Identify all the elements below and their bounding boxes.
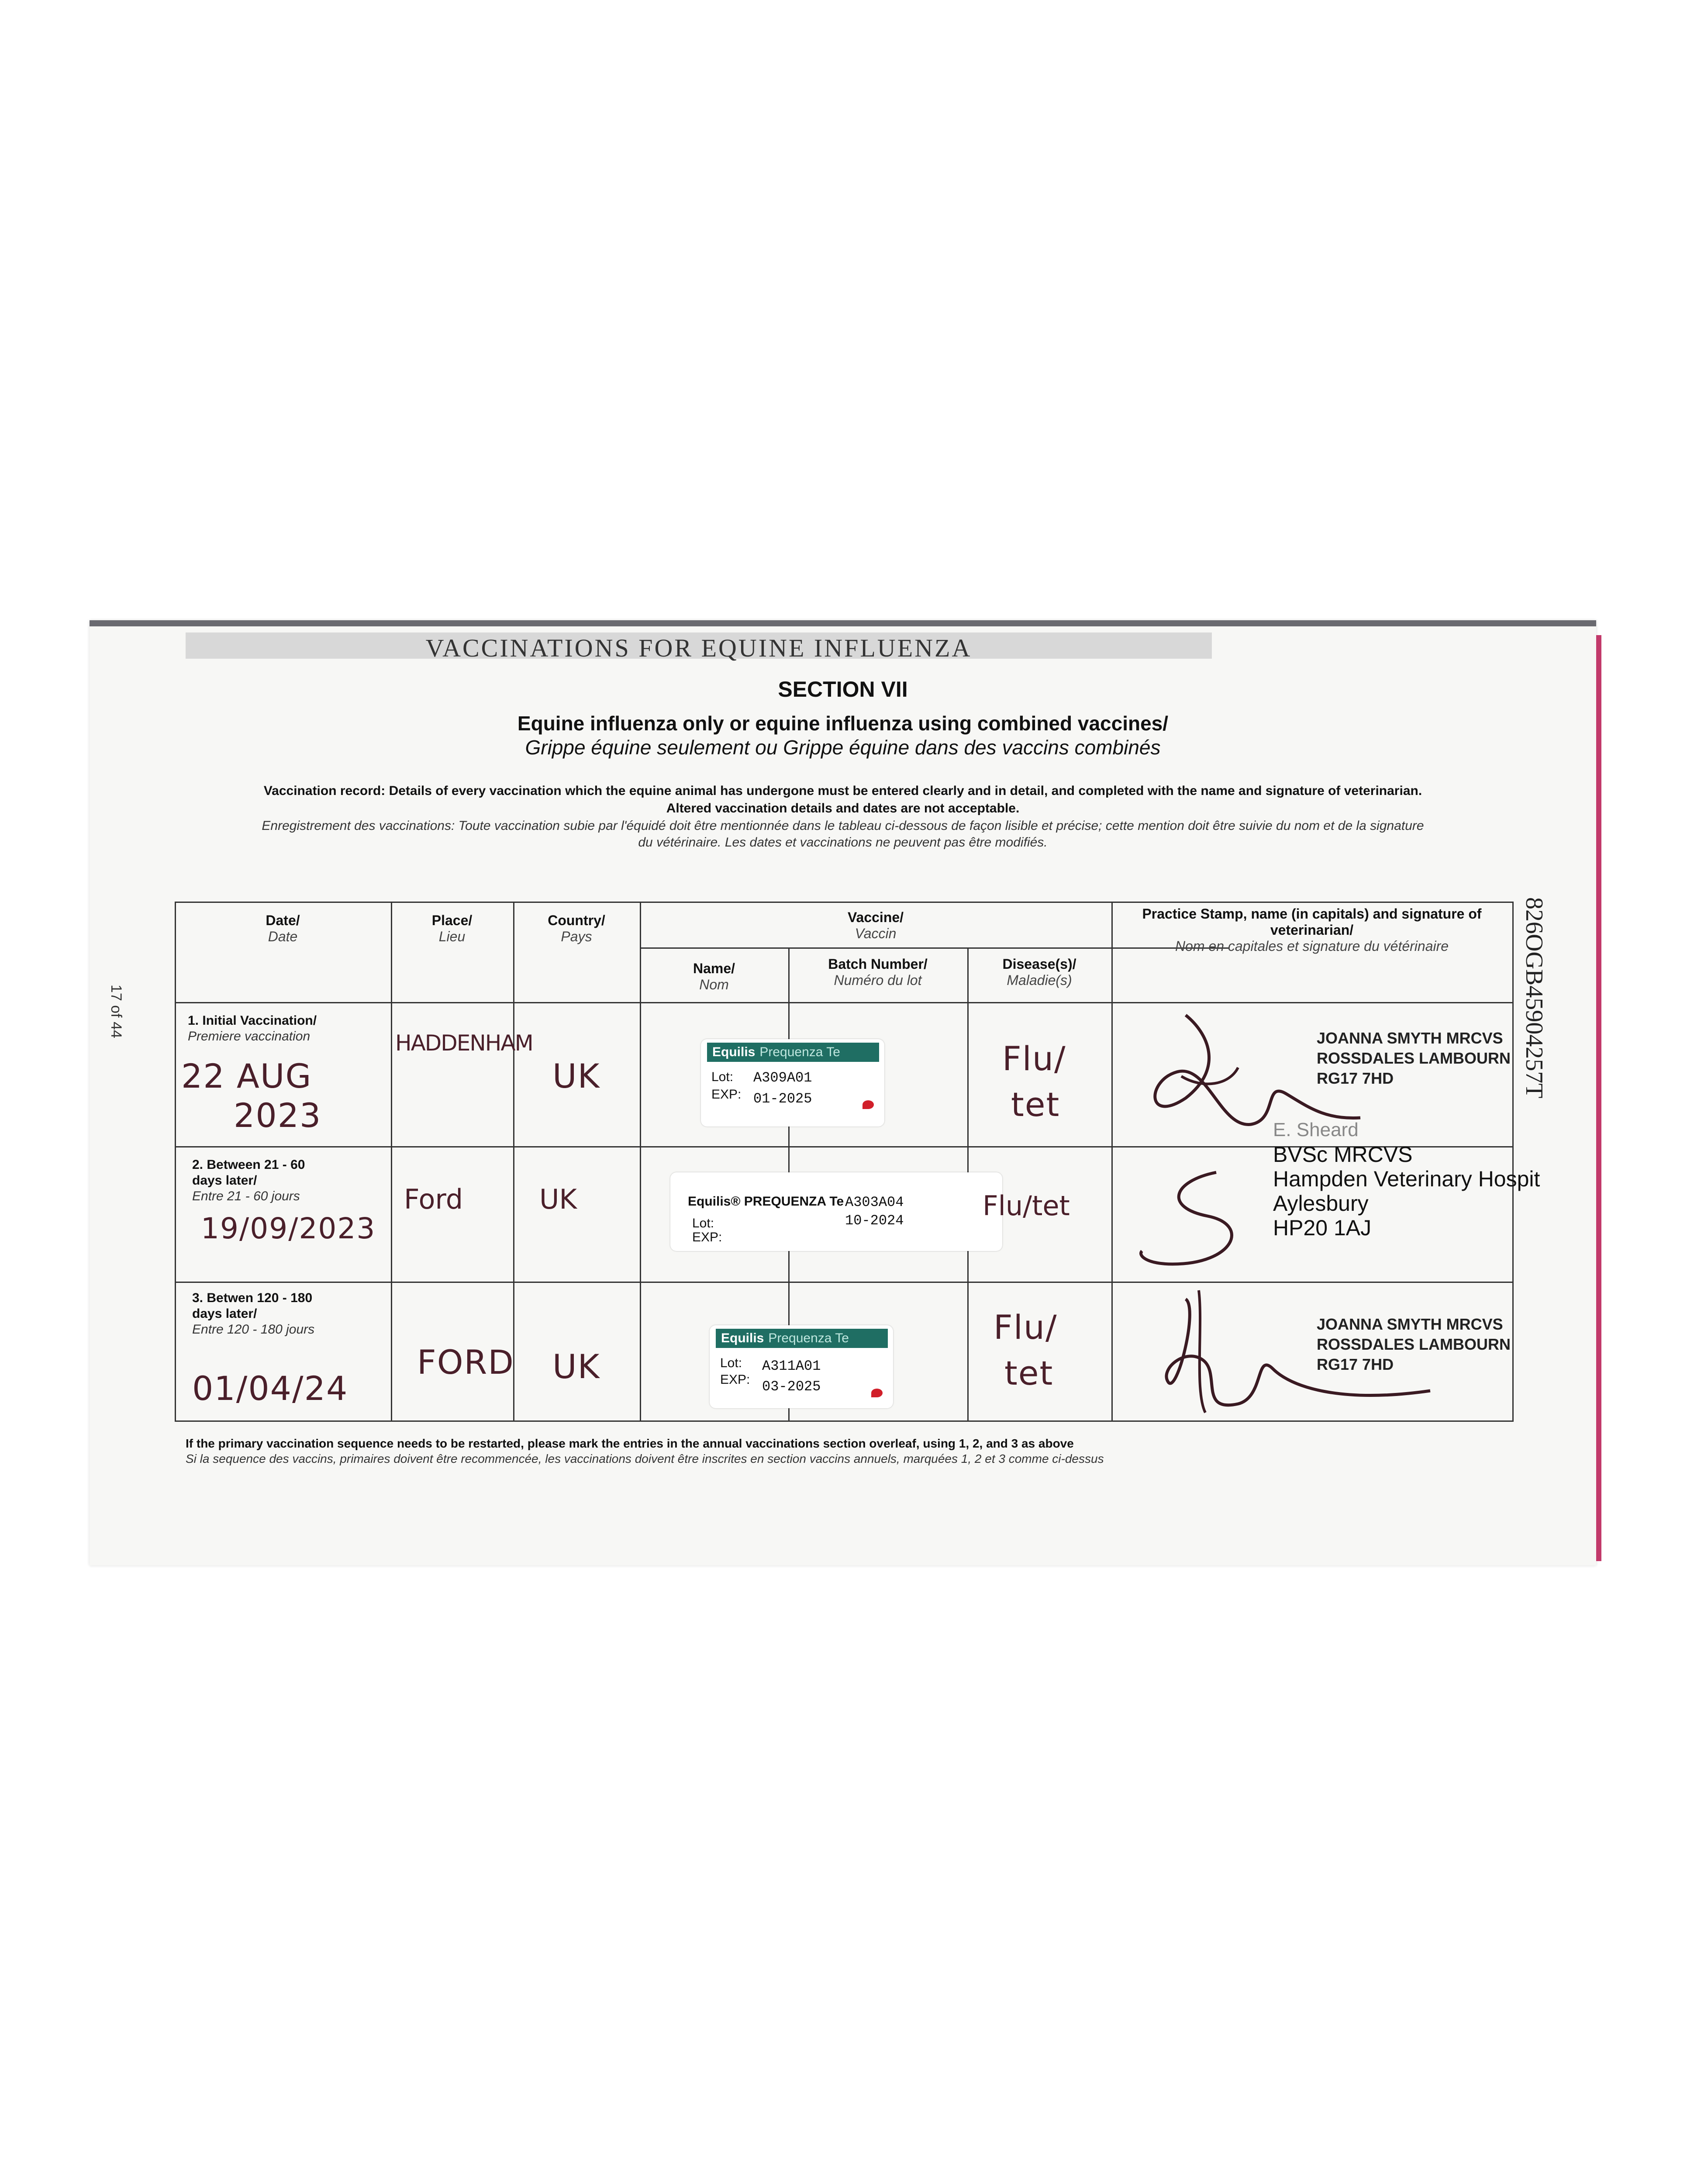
row1-disease: Flu/: [1002, 1039, 1066, 1078]
row1-disease-2: tet: [1011, 1085, 1060, 1124]
row3-expiry: 03-2025: [762, 1379, 821, 1395]
row1-expiry: 01-2025: [753, 1091, 812, 1107]
row1-place: HADDENHAM: [395, 1030, 533, 1056]
row2-date: 19/09/2023: [201, 1212, 376, 1245]
row1-lot-label: Lot:: [711, 1070, 734, 1084]
passport-page: [90, 620, 1596, 1565]
row3-lot-label: Lot:: [720, 1356, 742, 1370]
header-country: Country/ Pays: [548, 912, 605, 944]
row2-vaccine-sticker: [670, 1172, 1002, 1251]
header-batch-number: Batch Number/ Numéro du lot: [828, 956, 928, 988]
row-label-120-180: 3. Betwen 120 - 180 days later/ Entre 120 - 180 jours: [192, 1291, 315, 1337]
row3-practice-stamp: JOANNA SMYTH MRCVS ROSSDALES LAMBOURN RG17 7HD: [1317, 1315, 1511, 1373]
row3-disease: Flu/: [994, 1308, 1058, 1347]
row3-exp-label: EXP:: [720, 1372, 750, 1387]
row3-country: UK: [552, 1347, 600, 1386]
footer-note-en: If the primary vaccination sequence needs to be restarted, please mark the entries in the annual vaccinations section overleaf, using 1, 2, and 3 as above: [186, 1437, 1074, 1450]
header-practice-stamp: Practice Stamp, name (in capitals) and signature of veterinarian/ Nom en capitales et signature du vétérinaire: [1142, 906, 1482, 954]
row2-country: UK: [539, 1183, 577, 1215]
row3-vaccine-sticker: [710, 1325, 893, 1408]
subtitle-fr: Grippe équine seulement ou Grippe équine dans des vaccins combinés: [525, 736, 1161, 759]
row2-sticker-brand: Equilis® PREQUENZA Te: [688, 1194, 844, 1209]
row-label-21-60: 2. Between 21 - 60 days later/ Entre 21 - 60 jours: [192, 1158, 305, 1203]
row3-batch-number: A311A01: [762, 1358, 821, 1374]
row1-sticker-brand: Equilis Prequenza Te: [707, 1043, 879, 1062]
record-note-en-2: Altered vaccination details and dates are not acceptable.: [666, 801, 1020, 816]
row1-exp-label: EXP:: [711, 1087, 742, 1102]
row1-country: UK: [552, 1057, 600, 1095]
row2-place: Ford: [404, 1183, 463, 1215]
row2-expiry: 10-2024: [845, 1213, 904, 1229]
header-date: Date/ Date: [266, 912, 300, 944]
row1-vaccine-sticker: [701, 1039, 884, 1127]
row2-batch-number: A303A04: [845, 1194, 904, 1210]
sticker-mark-3: [871, 1389, 883, 1397]
row1-practice-stamp: JOANNA SMYTH MRCVS ROSSDALES LAMBOURN RG17 7HD: [1317, 1029, 1511, 1087]
banner-title: VACCINATIONS FOR EQUINE INFLUENZA: [425, 634, 972, 662]
header-disease: Disease(s)/ Maladie(s): [1002, 956, 1076, 988]
subtitle-en: Equine influenza only or equine influenza using combined vaccines/: [517, 712, 1169, 735]
row2-exp-label: EXP:: [692, 1230, 722, 1244]
section-title: SECTION VII: [778, 677, 908, 702]
row3-date: 01/04/24: [192, 1369, 348, 1408]
row3-place: FORD: [417, 1343, 514, 1382]
record-note-fr: Enregistrement des vaccinations: Toute vaccination subie par l'équidé doit être mentionnée dans le tableau ci-dessous de façon lisible et précise; cette mention doit être suivie du nom et de la signature: [262, 819, 1424, 833]
sticker-mark: [862, 1100, 874, 1109]
row3-sticker-brand: Equilis Prequenza Te: [716, 1329, 888, 1348]
header-place: Place/ Lieu: [431, 912, 473, 944]
serial-number: 826OGB45904257T: [1521, 897, 1548, 1099]
section-banner: [186, 632, 1212, 662]
footer-note-fr: Si la sequence des vaccins, primaires doivent être recommencée, les vaccinations doivent être inscrites en section vaccins annuels, marquées 1, 2 et 3 comme ci-dessus: [186, 1452, 1104, 1465]
row2-practice-stamp: E. Sheard BVSc MRCVS Hampden Veterinary Hospit Aylesbury HP20 1AJ: [1273, 1119, 1540, 1240]
row1-date: 22 AUG: [181, 1057, 312, 1095]
row3-disease-2: tet: [1004, 1354, 1054, 1393]
row2-disease: Flu/tet: [983, 1190, 1070, 1222]
row1-batch-number: A309A01: [753, 1070, 812, 1086]
row-label-initial: 1. Initial Vaccination/ Premiere vaccination: [188, 1013, 317, 1044]
row1-date-year: 2023: [234, 1096, 322, 1135]
page-edge: [1596, 635, 1601, 1561]
header-vaccine: Vaccine/ Vaccin: [847, 909, 904, 941]
record-note-en: Vaccination record: Details of every vaccination which the equine animal has undergone must be entered clearly and in detail, and completed with the name and signature of veterinarian.: [263, 784, 1422, 798]
record-note-fr-2: du vétérinaire. Les dates et vaccinations ne peuvent pas être modifiés.: [638, 835, 1048, 850]
row2-lot-label: Lot:: [692, 1216, 714, 1230]
page-number: 17 of 44: [108, 985, 124, 1038]
header-vaccine-name: Name/ Nom: [693, 961, 735, 992]
